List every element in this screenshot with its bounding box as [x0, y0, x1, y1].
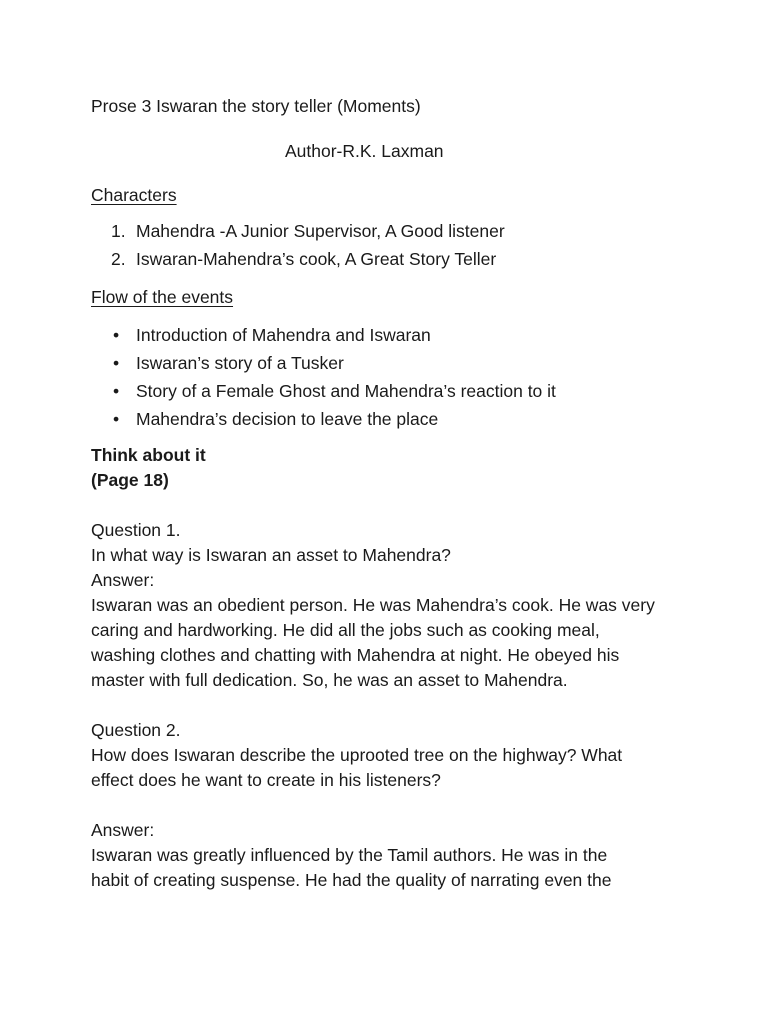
author-line: Author-R.K. Laxman [285, 141, 444, 161]
bullet-icon: • [113, 409, 120, 429]
list-item [91, 217, 691, 245]
bullet-icon: • [113, 381, 120, 401]
list-item [91, 245, 691, 273]
page-reference: (Page 18) [91, 470, 169, 490]
question-1-block [91, 518, 691, 693]
characters-heading: Characters [91, 185, 177, 205]
answer-label: Answer: [91, 570, 155, 590]
question-text: In what way is Iswaran an asset to Mahendra? [91, 545, 451, 565]
list-number: 2. [111, 249, 126, 269]
characters-list [91, 217, 691, 273]
question-label: Question 1. [91, 520, 181, 540]
answer-line: washing clothes and chatting with Mahendra at night. He obeyed his [91, 645, 620, 665]
answer-label: Answer: [91, 820, 155, 840]
answer-line: habit of creating suspense. He had the quality of narrating even the [91, 870, 612, 890]
question-text: How does Iswaran describe the uprooted tree on the highway? What [91, 745, 623, 765]
answer-line: Iswaran was greatly influenced by the Tamil authors. He was in the [91, 845, 608, 865]
document-title: Prose 3 Iswaran the story teller (Moments) [91, 96, 421, 116]
list-item-text: Introduction of Mahendra and Iswaran [136, 325, 431, 345]
answer-line: caring and hardworking. He did all the jobs such as cooking meal, [91, 620, 600, 640]
list-item-text: Iswaran-Mahendra’s cook, A Great Story Teller [136, 249, 497, 269]
events-list [91, 321, 691, 433]
think-about-it-heading: Think about it [91, 445, 206, 465]
question-label: Question 2. [91, 720, 181, 740]
flow-of-events-heading: Flow of the events [91, 287, 234, 307]
spacer [91, 793, 691, 818]
list-item [91, 405, 691, 433]
think-about-it-block [91, 443, 691, 493]
spacer [91, 493, 691, 518]
question-text: effect does he want to create in his listeners? [91, 770, 441, 790]
spacer [91, 693, 691, 718]
list-item-text: Iswaran’s story of a Tusker [136, 353, 344, 373]
list-item [91, 349, 691, 377]
question-2-block [91, 718, 691, 893]
bullet-icon: • [113, 353, 120, 373]
list-item [91, 321, 691, 349]
answer-line: Iswaran was an obedient person. He was Mahendra’s cook. He was very [91, 595, 655, 615]
list-item [91, 377, 691, 405]
list-number: 1. [111, 221, 126, 241]
document-page [91, 94, 691, 893]
answer-line: master with full dedication. So, he was an asset to Mahendra. [91, 670, 568, 690]
list-item-text: Mahendra -A Junior Supervisor, A Good listener [136, 221, 505, 241]
list-item-text: Mahendra’s decision to leave the place [136, 409, 439, 429]
bullet-icon: • [113, 325, 120, 345]
list-item-text: Story of a Female Ghost and Mahendra’s reaction to it [136, 381, 556, 401]
